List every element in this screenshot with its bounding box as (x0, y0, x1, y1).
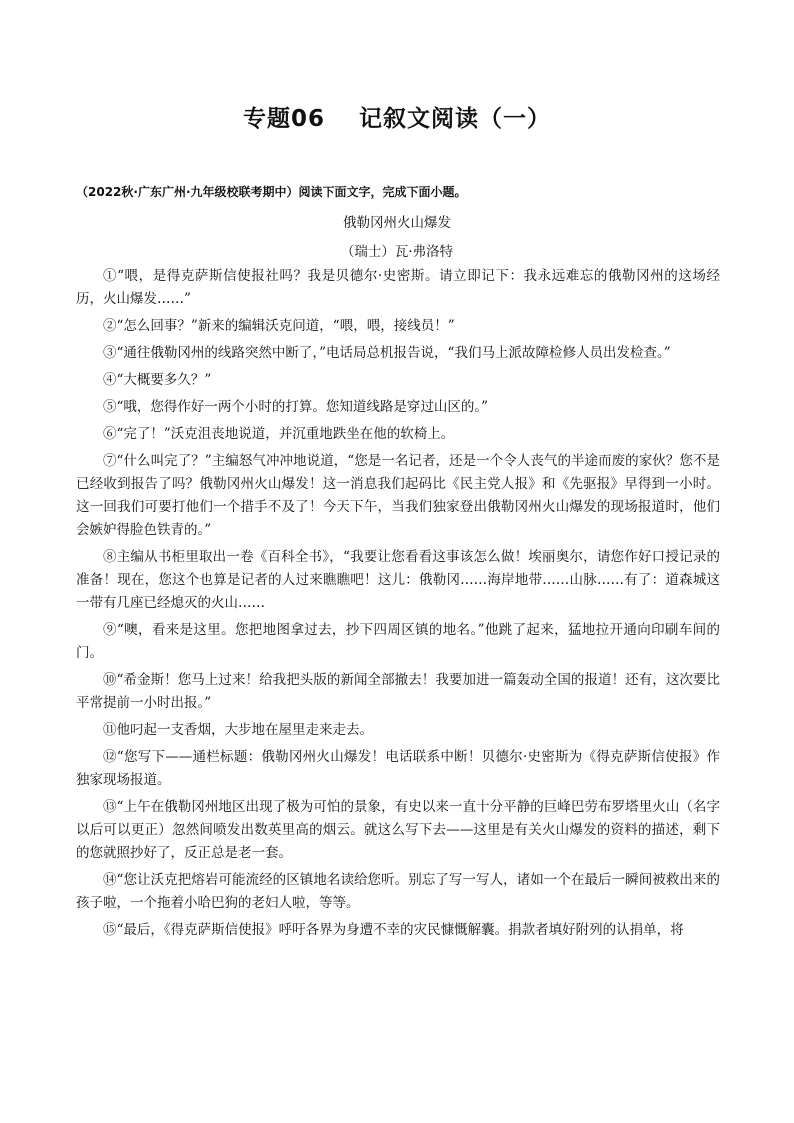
paragraph: ⑭“您让沃克把熔岩可能流经的区镇地名读给您听。别忘了写一写人，诸如一个在最后一瞬间被救出来的孩子啦，一个拖着小哈巴狗的老妇人啦，等等。 (76, 872, 720, 911)
topic-number: 专题06 (242, 106, 325, 132)
paragraph: ⑦“什么叫完了？”主编怒气冲冲地说道，“您是一名记者，还是一个令人丧气的半途而废的家伙？您不是已经收到报告了吗？俄勒冈州火山爆发！这一消息我们起码比《民主党人报》和《先驱报》早得到一小时。这一回我们可要打他们一个措手不及了！今天下午，当我们独家登出俄勒冈州火山爆发的现场报道时，他们会嫉妒得脸色铁青的。” (76, 453, 720, 538)
paragraph: ⑥“完了！”沃克沮丧地说道，并沉重地跌坐在他的软椅上。 (103, 426, 455, 442)
article-author: （瑞士）瓦·弗洛特 (340, 244, 454, 260)
question-source: （2022秋·广东广州·九年级校联考期中）阅读下面文字，完成下面小题。 (76, 185, 467, 199)
paragraph: ⑮“最后，《得克萨斯信使报》呼吁各界为身遭不幸的灾民慷慨解囊。捐款者填好附列的认捐单，将 (103, 922, 684, 938)
topic-title: 记叙文阅读（一） (359, 106, 551, 132)
paragraph: ③“通往俄勒冈州的线路突然中断了，”电话局总机报告说，“我们马上派故障检修人员出发检查。” (103, 345, 671, 361)
article-body (76, 265, 720, 946)
page-title (0, 100, 794, 133)
paragraph: ⑤“哦，您得作好一两个小时的打算。您知道线路是穿过山区的。” (103, 399, 489, 415)
paragraph: ⑪他叼起一支香烟，大步地在屋里走来走去。 (103, 722, 373, 738)
paragraph: ⑩“希金斯！您马上过来！给我把头版的新闻全部撤去！我要加进一篇轰动全国的报道！还有，这次要比平常提前一小时出报。” (76, 672, 720, 711)
article-title: 俄勒冈州火山爆发 (343, 215, 451, 231)
paragraph: ⑧主编从书柜里取出一卷《百科全书》，“我要让您看看这事该怎么做！埃丽奥尔，请您作好口授记录的准备！现在，您这个也算是记者的人过来瞧瞧吧！这儿：俄勒冈……海岸地带……山脉……有了：道森城这一带有几座已经熄灭的火山…… (76, 549, 720, 611)
paragraph: ②“怎么回事？”新来的编辑沃克问道，“喂，喂，接线员！” (103, 318, 455, 334)
paragraph: ④“大概要多久？” (103, 372, 212, 388)
paragraph: ⑬“上午在俄勒冈州地区出现了极为可怕的景象，有史以来一直十分平静的巨峰巴劳布罗塔里火山（名字以后可以更正）忽然间喷发出数英里高的烟云。就这么写下去——这里是有关火山爆发的资料的描述，剩下的您就照抄好了，反正总是老一套。 (76, 799, 720, 861)
paragraph: ⑨“噢，看来是这里。您把地图拿过去，抄下四周区镇的地名。”他跳了起来，猛地拉开通向印刷车间的门。 (76, 622, 720, 661)
paragraph: ①“喂，是得克萨斯信使报社吗？我是贝德尔·史密斯。请立即记下：我永远难忘的俄勒冈州的这场经历，火山爆发……” (76, 268, 720, 307)
paragraph: ⑫“您写下——通栏标题：俄勒冈州火山爆发！电话联系中断！贝德尔·史密斯为《得克萨斯信使报》作独家现场报道。 (76, 749, 720, 788)
